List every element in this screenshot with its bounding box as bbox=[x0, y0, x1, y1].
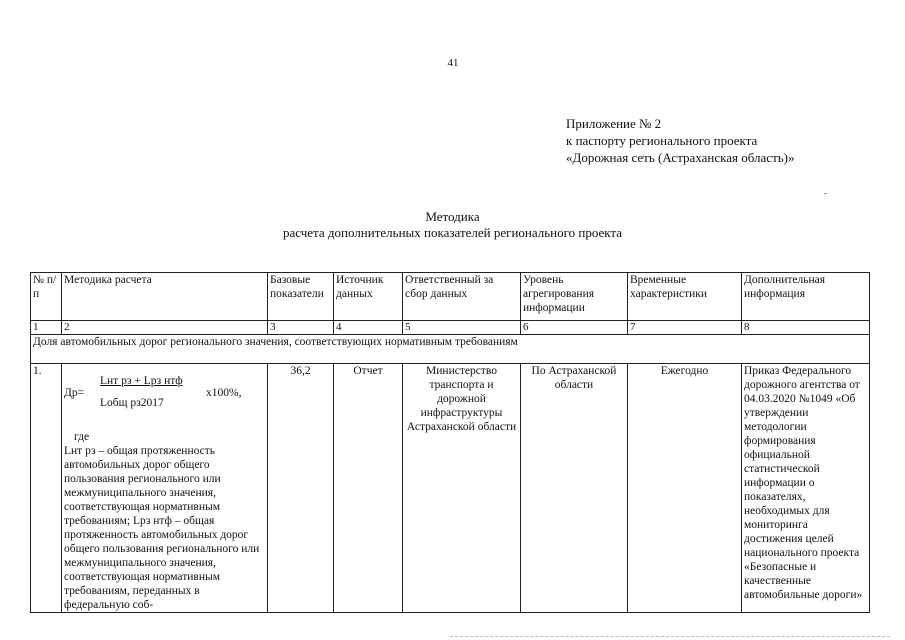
column-number: 8 bbox=[742, 321, 870, 335]
method-cell bbox=[62, 364, 268, 613]
appendix-number: Приложение № 2 bbox=[566, 116, 662, 131]
additional-info: Приказ Федерального дорожного агентства от 04.03.2020 №1049 «Об утверждении методологии формирования официальной статистической информации о показателях, необходимых для мониторинга достижения целей национального проекта «Безопасные и качественные автомобильные дороги» bbox=[742, 364, 870, 613]
time-characteristic: Ежегодно bbox=[628, 364, 742, 613]
column-number: 7 bbox=[628, 321, 742, 335]
table-header-row bbox=[31, 273, 870, 321]
base-value: 36,2 bbox=[268, 364, 334, 613]
formula-multiplier: x100%, bbox=[206, 387, 242, 399]
header-data-source: Источник данных bbox=[334, 273, 403, 321]
scan-artifact bbox=[824, 193, 827, 194]
header-time-characteristics: Временные характеристики bbox=[628, 273, 742, 321]
section-title: Доля автомобильных дорог регионального значения, соответствующих нормативным требованиям bbox=[31, 335, 870, 364]
column-number: 3 bbox=[268, 321, 334, 335]
title-line-1: Методика bbox=[425, 209, 480, 224]
column-number: 5 bbox=[403, 321, 521, 335]
column-number-row bbox=[31, 321, 870, 335]
header-aggregation-level: Уровень агрегирования информации bbox=[521, 273, 628, 321]
column-number: 2 bbox=[62, 321, 268, 335]
appendix-reference: к паспорту регионального проекта bbox=[566, 133, 758, 148]
responsible-body: Министерство транспорта и дорожной инфраструктуры Астраханской области bbox=[403, 364, 521, 613]
formula-where: где bbox=[74, 431, 90, 443]
row-number: 1. bbox=[31, 364, 62, 613]
formula bbox=[64, 368, 265, 430]
table-row bbox=[31, 364, 870, 613]
header-method: Методика расчета bbox=[62, 273, 268, 321]
title-line-2: расчета дополнительных показателей регионального проекта bbox=[282, 225, 623, 240]
column-number: 1 bbox=[31, 321, 62, 335]
scan-artifact bbox=[450, 636, 890, 639]
formula-lhs: Др= bbox=[64, 387, 85, 399]
page-number: 41 bbox=[447, 57, 459, 69]
formula-description: Lнт рз – общая протяженность автомобильных дорог общего пользования регионального или межмуниципального значения, соответствующая нормативным требованиям; Lрз нтф – общая протяженность автомобильных дорог общего пользования регионального или межмуниципального значения, соответствующая нормативным требованиям, переданных в федеральную соб- bbox=[64, 445, 260, 611]
aggregation-level: По Астраханской области bbox=[521, 364, 628, 613]
formula-denominator: Lобщ рз2017 bbox=[100, 397, 164, 409]
column-number: 4 bbox=[334, 321, 403, 335]
header-responsible: Ответственный за сбор данных bbox=[403, 273, 521, 321]
header-additional-info: Дополнительная информация bbox=[742, 273, 870, 321]
data-source: Отчет bbox=[334, 364, 403, 613]
formula-numerator: Lнт рз + Lрз нтф bbox=[100, 375, 183, 387]
column-number: 6 bbox=[521, 321, 628, 335]
appendix-heading bbox=[566, 115, 795, 166]
header-base-values: Базовые показатели bbox=[268, 273, 334, 321]
appendix-project-name: «Дорожная сеть (Астраханская область)» bbox=[566, 150, 795, 165]
header-number: № п/п bbox=[31, 273, 62, 321]
section-row bbox=[31, 335, 870, 364]
document-title bbox=[0, 209, 905, 241]
methodology-table bbox=[30, 272, 870, 613]
